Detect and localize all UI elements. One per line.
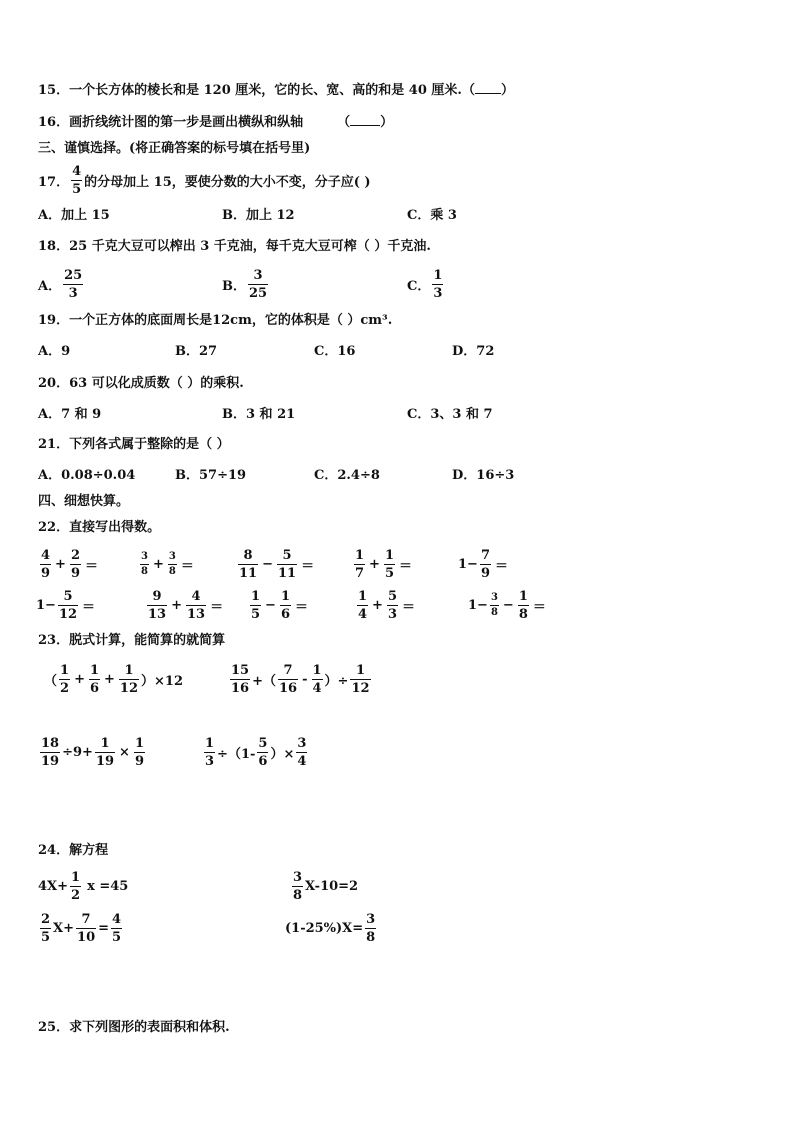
answer-blank[interactable] — [350, 115, 380, 126]
fraction: $\frac{2}{5}$ — [41, 911, 51, 945]
section-4-heading: 四、细想快算。 — [38, 494, 130, 509]
question-25: 25．求下列图形的表面积和体积. — [38, 1020, 230, 1035]
option-c[interactable]: C．2.4÷8 — [314, 468, 380, 483]
fraction: $\frac{1}{2}$ — [71, 869, 81, 903]
option-a[interactable]: A．加上 15 — [38, 208, 110, 223]
equation: $\frac{2}{5}$ X+ $\frac{7}{10}$ = $\frac{4}{5}$ — [41, 911, 122, 945]
fraction: $\frac{1}{9}$ — [134, 735, 144, 769]
question-16: 16．画折线统计图的第一步是画出横纵和纵轴 （ ） — [38, 115, 394, 130]
expression: $\frac{1}{3}$ ÷（1- $\frac{5}{6}$ ）× $\frac{3}{4}$ — [205, 735, 307, 769]
question-22: 22．直接写出得数。 — [38, 520, 161, 535]
fraction: $\frac{4}{5}$ — [72, 163, 82, 197]
fraction: $\frac{7}{10}$ — [77, 911, 96, 945]
option-a[interactable]: A．0.08÷0.04 — [38, 468, 136, 483]
option-c[interactable]: C．16 — [314, 344, 356, 359]
expression: $\frac{1}{4}$ + $\frac{5}{3}$ ＝ — [358, 588, 416, 622]
fraction: $\frac{1}{6}$ — [280, 588, 290, 622]
option-b[interactable]: B．57÷19 — [175, 468, 247, 483]
fraction: $\frac{3}{8}$ — [490, 591, 498, 618]
expression: 1− $\frac{3}{8}$ − $\frac{1}{8}$ ＝ — [468, 588, 546, 622]
fraction: $\frac{1}{5}$ — [251, 588, 261, 622]
fraction: $\frac{2}{9}$ — [70, 547, 80, 581]
question-21: 21．下列各式属于整除的是（ ） — [38, 437, 230, 452]
fraction: $\frac{15}{16}$ — [231, 662, 250, 696]
fraction: $\frac{3}{4}$ — [297, 735, 307, 769]
fraction: $\frac{1}{8}$ — [518, 588, 528, 622]
expression: $\frac{8}{11}$ − $\frac{5}{11}$ ＝ — [239, 547, 315, 581]
option-b[interactable]: B．3 和 21 — [222, 407, 296, 422]
option-d[interactable]: D．72 — [452, 344, 495, 359]
fraction: $\frac{25}{3}$ — [64, 267, 83, 301]
option-c[interactable]: C．3、3 和 7 — [407, 407, 493, 422]
fraction: $\frac{1}{4}$ — [358, 588, 368, 622]
fraction: $\frac{4}{13}$ — [187, 588, 206, 622]
fraction: $\frac{1}{7}$ — [355, 547, 365, 581]
fraction: $\frac{3}{8}$ — [366, 911, 376, 945]
expression: $\frac{18}{19}$ ÷9+ $\frac{1}{19}$ × $\frac{1}{9}$ — [41, 735, 144, 769]
fraction: $\frac{1}{3}$ — [205, 735, 215, 769]
question-23: 23．脱式计算，能简算的就简算 — [38, 633, 226, 648]
expression: $\frac{15}{16}$ +（ $\frac{7}{16}$ - $\frac{1}{4}$ ）÷ $\frac{1}{12}$ — [231, 662, 370, 696]
fraction: $\frac{7}{16}$ — [279, 662, 298, 696]
fraction: $\frac{1}{19}$ — [95, 735, 115, 769]
question-19: 19．一个正方体的底面周长是12cm，它的体积是（ ）cm³. — [38, 313, 393, 328]
fraction: $\frac{1}{12}$ — [351, 662, 370, 696]
question-18: 18．25 千克大豆可以榨出 3 千克油，每千克大豆可榨（ ）千克油. — [38, 239, 431, 254]
expression: $\frac{3}{8}$ + $\frac{3}{8}$ ＝ — [141, 550, 194, 577]
expression: $\frac{1}{5}$ − $\frac{1}{6}$ ＝ — [251, 588, 309, 622]
fraction: $\frac{7}{9}$ — [480, 547, 490, 581]
option-b[interactable]: B．加上 12 — [222, 208, 295, 223]
expression: $\frac{4}{9}$ + $\frac{2}{9}$ ＝ — [41, 547, 99, 581]
equation: 4X+ $\frac{1}{2}$ x =45 — [38, 869, 129, 903]
option-c[interactable]: C． $\frac{1}{3}$ — [407, 267, 443, 301]
fraction: $\frac{1}{5}$ — [384, 547, 394, 581]
question-15: 15．一个长方体的棱长和是 120 厘米，它的长、宽、高的和是 40 厘米.（ ） — [38, 83, 514, 98]
fraction: $\frac{4}{9}$ — [41, 547, 51, 581]
fraction: $\frac{8}{11}$ — [239, 547, 258, 581]
equation: $\frac{3}{8}$ X-10=2 — [293, 869, 359, 903]
question-17: 17． $\frac{4}{5}$ 的分母加上 15，要使分数的大小不变，分子应( ) — [38, 163, 371, 197]
option-b[interactable]: B． $\frac{3}{25}$ — [222, 267, 268, 301]
fraction: $\frac{3}{25}$ — [249, 267, 268, 301]
option-c[interactable]: C．乘 3 — [407, 208, 457, 223]
expression: $\frac{1}{7}$ + $\frac{1}{5}$ ＝ — [355, 547, 413, 581]
question-20: 20．63 可以化成质数（ ）的乘积. — [38, 376, 244, 391]
expression: 1− $\frac{5}{12}$ ＝ — [36, 588, 96, 622]
fraction: $\frac{5}{11}$ — [278, 547, 297, 581]
fraction: $\frac{18}{19}$ — [41, 735, 60, 769]
option-a[interactable]: A． $\frac{25}{3}$ — [38, 267, 83, 301]
fraction: $\frac{1}{6}$ — [89, 662, 100, 696]
fraction: $\frac{3}{8}$ — [168, 550, 176, 577]
option-a[interactable]: A．9 — [38, 344, 71, 359]
fraction: $\frac{3}{8}$ — [141, 550, 148, 577]
fraction: $\frac{3}{8}$ — [293, 869, 303, 903]
expression: 1− $\frac{7}{9}$ ＝ — [458, 547, 509, 581]
fraction: $\frac{9}{13}$ — [148, 588, 167, 622]
question-24: 24．解方程 — [38, 843, 109, 858]
fraction: $\frac{5}{12}$ — [58, 588, 78, 622]
expression: $\frac{9}{13}$ + $\frac{4}{13}$ ＝ — [148, 588, 224, 622]
fraction: $\frac{1}{4}$ — [312, 662, 322, 696]
option-b[interactable]: B．27 — [175, 344, 218, 359]
fraction: $\frac{5}{6}$ — [258, 735, 268, 769]
option-a[interactable]: A．7 和 9 — [38, 407, 102, 422]
section-3-heading: 三、谨慎选择。(将正确答案的标号填在括号里) — [38, 141, 311, 156]
answer-blank[interactable] — [475, 83, 501, 94]
fraction: $\frac{1}{2}$ — [60, 662, 70, 696]
equation: (1-25%)X= $\frac{3}{8}$ — [285, 911, 376, 945]
fraction: $\frac{1}{12}$ — [119, 662, 139, 696]
expression: （ $\frac{1}{2}$ + $\frac{1}{6}$ + $\frac{1}{12}$ ）×12 — [44, 662, 183, 696]
fraction: $\frac{4}{5}$ — [112, 911, 122, 945]
option-d[interactable]: D．16÷3 — [452, 468, 515, 483]
fraction: $\frac{5}{3}$ — [387, 588, 397, 622]
fraction: $\frac{1}{3}$ — [433, 267, 443, 301]
